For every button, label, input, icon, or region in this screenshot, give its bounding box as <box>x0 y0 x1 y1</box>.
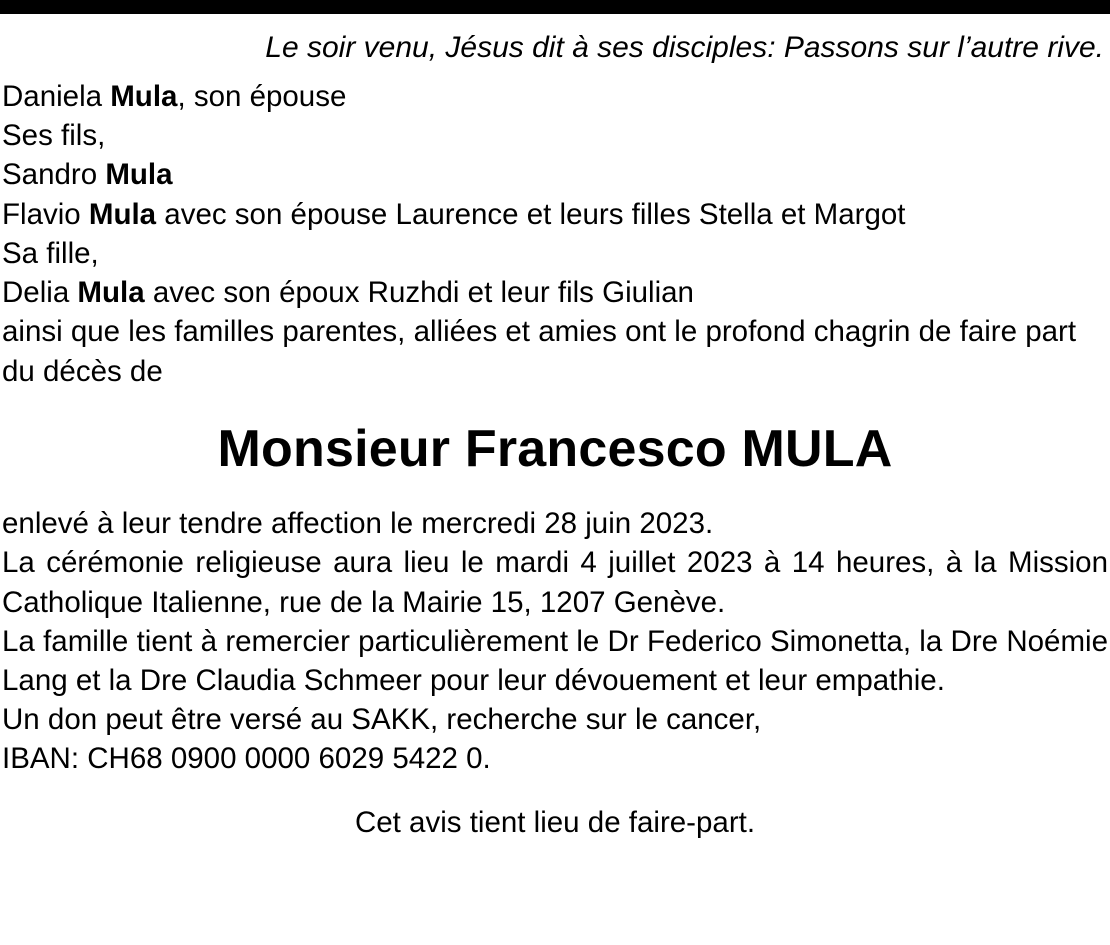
body-block <box>2 504 1108 779</box>
family-line-son-sandro <box>2 155 1108 194</box>
family-line-son-flavio-surname: Mula <box>88 197 157 231</box>
iban-line: IBAN: CH68 0900 0000 6029 5422 0. <box>2 742 491 776</box>
family-line-son-flavio-pre: Flavio <box>2 197 89 231</box>
family-line-spouse-surname: Mula <box>110 80 178 113</box>
closing-line: Cet avis tient lieu de faire-part. <box>354 805 756 839</box>
epigraph-quote: Le soir venu, Jésus dit à ses disciples: Passons sur l’autre rive. <box>265 31 1104 64</box>
family-line-son-flavio <box>2 195 1108 234</box>
family-block <box>2 77 1108 391</box>
top-rule-divider <box>0 0 1110 14</box>
family-line-spouse-pre: Daniela <box>2 80 111 113</box>
family-line-daughter-delia <box>2 273 1108 312</box>
thanks-line: La famille tient à remercier particulièrement le Dr Federico Simonetta, la Dre Noémie Lang et la Dre Claudia Schmeer pour leur dévouement et leur empathie. <box>2 624 1108 697</box>
family-line-son-sandro-pre: Sandro <box>2 158 106 192</box>
family-line-daughter-label: Sa fille, <box>2 236 99 270</box>
family-line-sons-label: Ses fils, <box>2 119 106 153</box>
ceremony-line: La cérémonie religieuse aura lieu le mardi 4 juillet 2023 à 14 heures, à la Mission Catholique Italienne, rue de la Mairie 15, 1207 Genève. <box>2 546 1108 619</box>
family-line-relatives: ainsi que les familles parentes, alliées et amies ont le profond chagrin de faire part du décès de <box>2 315 1077 388</box>
deceased-name: Monsieur Francesco MULA <box>217 419 893 478</box>
death-date-line: enlevé à leur tendre affection le mercredi 28 juin 2023. <box>2 507 714 541</box>
family-line-daughter-delia-pre: Delia <box>2 276 78 310</box>
family-line-spouse-post: , son épouse <box>177 80 347 113</box>
family-line-daughter-delia-surname: Mula <box>77 276 145 310</box>
notice-content <box>0 14 1110 842</box>
donation-line: Un don peut être versé au SAKK, recherche sur le cancer, <box>2 703 762 737</box>
family-line-son-flavio-post: avec son épouse Laurence et leurs filles Stella et Margot <box>156 197 906 231</box>
family-line-spouse <box>2 77 1108 116</box>
family-line-daughter-delia-post: avec son époux Ruzhdi et leur fils Giulian <box>144 276 694 310</box>
family-line-son-sandro-surname: Mula <box>105 158 173 192</box>
